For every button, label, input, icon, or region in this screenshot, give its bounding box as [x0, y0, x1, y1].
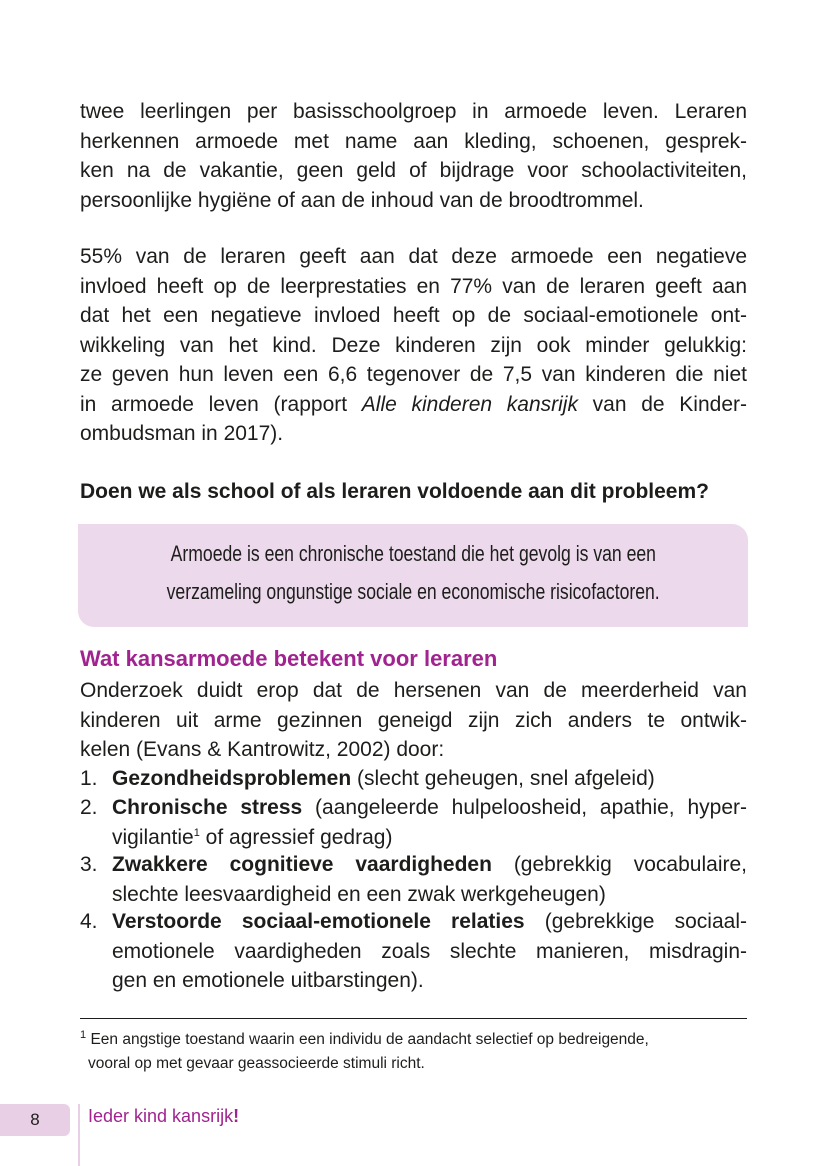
text-line: twee leerlingen per basisschoolgroep in armoede leven. Leraren [80, 100, 747, 123]
bold-term: Zwakkere cognitieve vaardigheden [112, 853, 492, 876]
text-line [112, 823, 747, 853]
list-number: 2. [80, 796, 98, 819]
text-line: ze geven hun leven een 6,6 tegenover de 7,5 van kinderen die niet [80, 363, 747, 386]
text-line [80, 390, 747, 420]
text: van de Kinder- [577, 392, 747, 416]
text-line: wikkeling van het kind. Deze kinderen zijn ook minder gelukkig: [80, 333, 747, 357]
footnote-divider [80, 1018, 747, 1019]
text: Armoede is een chronische toestand die het gevolg is van een [170, 541, 656, 566]
list-item [80, 764, 747, 794]
bold-term: Gezondheidsproblemen [112, 767, 352, 790]
bold-term: Chronische stress [112, 796, 303, 819]
list-number: 1. [80, 767, 98, 790]
footnote-ref: 1 [193, 826, 200, 839]
text-line: herkennen armoede met name aan kleding, schoenen, gesprek- [80, 129, 747, 153]
text: verzameling ongunstige sociale en economische risicofactoren. [166, 579, 660, 604]
page-number: 8 [0, 1104, 70, 1136]
text: Een angstige toestand waarin een individu de aandacht selectief op bedreigende, [90, 1031, 649, 1048]
paragraph-1 [80, 97, 747, 215]
text: (gebrekkig vocabulaire, [491, 853, 747, 876]
text-line [112, 764, 747, 794]
callout-box [78, 524, 748, 627]
text: (aangeleerde hulpeloosheid, apathie, hyper- [302, 796, 747, 819]
footnote-mark: 1 [80, 1028, 87, 1041]
footer-divider [78, 1104, 80, 1166]
text-line: kinderen uit arme gezinnen geneigd zijn zich anders te ontwik- [80, 708, 747, 732]
text-line [112, 907, 747, 937]
bold-term: Verstoorde sociaal-emotionele relaties [112, 910, 525, 933]
text-line: gen en emotionele uitbarstingen). [112, 969, 424, 992]
text-line [112, 850, 747, 880]
text-line: slechte leesvaardigheid en een zwak werkgeheugen) [112, 882, 606, 906]
text: in armoede leven (rapport [80, 392, 362, 416]
section-heading: Wat kansarmoede betekent voor leraren [80, 646, 498, 671]
footer-title [88, 1106, 239, 1127]
text-line: kelen (Evans & Kantrowitz, 2002) door: [80, 738, 445, 761]
text: (slecht geheugen, snel afgeleid) [351, 767, 655, 790]
exclamation: ! [233, 1106, 240, 1126]
list-item [80, 850, 747, 909]
text: (gebrekkige sociaal- [524, 910, 747, 933]
callout-line [78, 541, 748, 567]
footnote [80, 1028, 747, 1076]
list-item [80, 907, 747, 996]
list-item [80, 793, 747, 852]
text-line: ken na de vakantie, geen geld of bijdrage voor schoolactiviteiten, [80, 159, 747, 182]
report-title: Alle kinderen kansrijk [361, 392, 578, 416]
text-line: Doen we als school of als leraren voldoende aan dit probleem? [80, 480, 709, 503]
footnote-line [80, 1028, 747, 1052]
text-line: 55% van de leraren geeft aan dat deze armoede een negatieve [80, 245, 747, 268]
text: vigilantie [112, 825, 194, 849]
paragraph-2 [80, 242, 747, 449]
text-line: emotionele vaardigheden zoals slechte manieren, misdragin- [112, 939, 747, 963]
footnote-line: vooral op met gevaar geassocieerde stimuli richt. [88, 1055, 425, 1072]
text-line [112, 793, 747, 823]
list-number: 4. [80, 910, 98, 933]
text-line: ombudsman in 2017). [80, 422, 284, 445]
text: of agressief gedrag) [199, 825, 393, 849]
text-line: invloed heeft op de leerprestaties en 77% van de leraren geeft aan [80, 274, 747, 298]
text-line: persoonlijke hygiëne of aan de inhoud van de broodtrommel. [80, 188, 644, 212]
paragraph-3 [80, 676, 747, 765]
list-number: 3. [80, 853, 98, 876]
text: Ieder kind kansrijk [88, 1106, 234, 1126]
text-line: Onderzoek duidt erop dat de hersenen van de meerderheid van [80, 679, 747, 702]
text-line: dat het een negatieve invloed heeft op de sociaal-emotionele ont- [80, 304, 747, 327]
callout-line [78, 579, 748, 605]
question-text [80, 477, 747, 507]
